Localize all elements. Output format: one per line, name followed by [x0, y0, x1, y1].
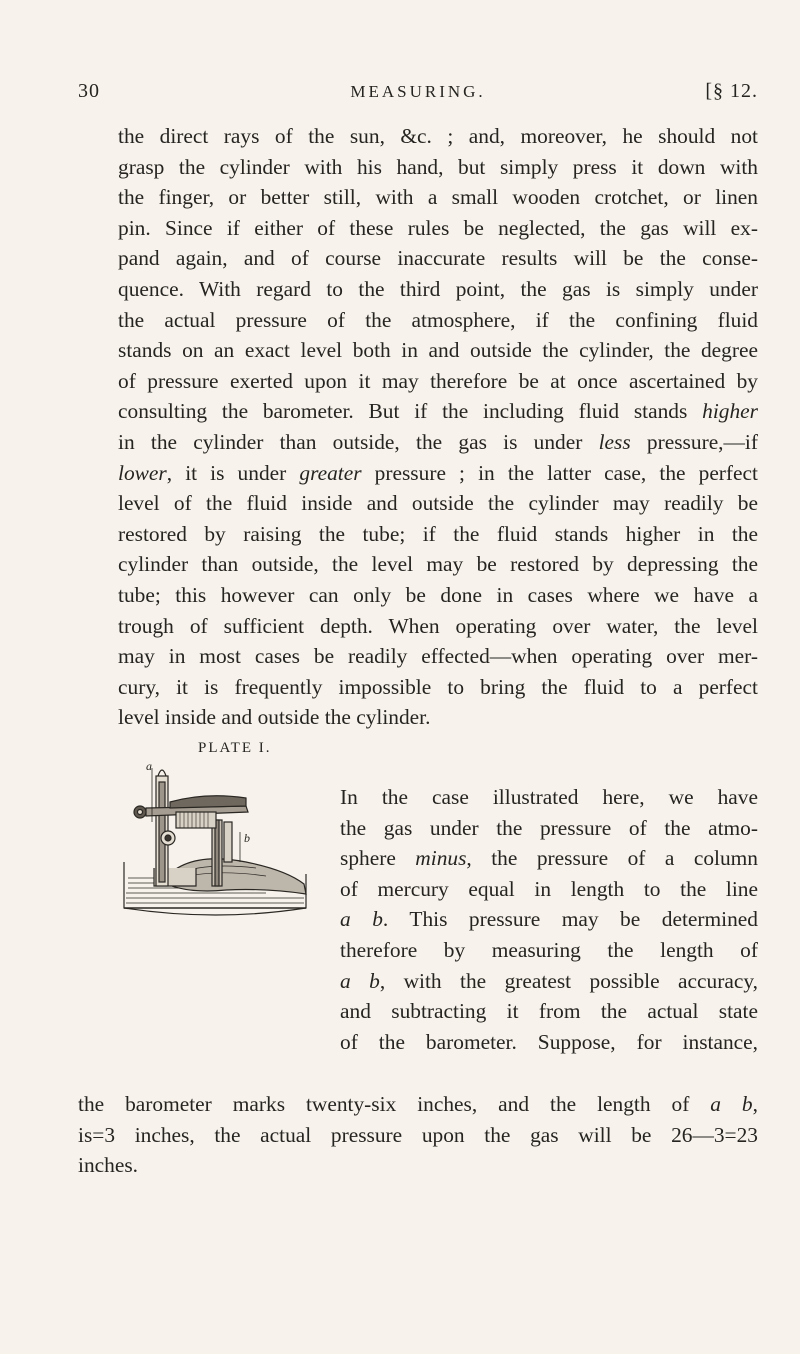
text-line: the gas under the pressure of the atmo-	[340, 815, 758, 840]
paragraph-plate-explanation	[340, 782, 758, 1057]
text-line: tube; this however can only be done in cases where we have a	[118, 582, 758, 607]
italic-word: a b	[340, 968, 380, 993]
text-line: restored by raising the tube; if the fluid stands higher in the	[118, 521, 758, 546]
text-line: of mercury equal in length to the line	[340, 876, 758, 901]
text-line	[118, 396, 758, 427]
text-line: may in most cases be readily effected—when operating over mer-	[118, 644, 758, 669]
text-line: stands on an exact level both in and outside the cylinder, the degree	[118, 338, 758, 363]
text-line: level inside and outside the cylinder.	[118, 705, 431, 730]
plate-illustration	[116, 762, 312, 926]
italic-word: lower	[118, 460, 167, 485]
text-line	[340, 966, 758, 997]
text-line	[340, 843, 758, 874]
italic-word: greater	[299, 460, 362, 485]
text-run: ,	[752, 1092, 758, 1116]
text-run: consulting the barometer. But if the including fluid stands	[118, 399, 703, 424]
plate-label: PLATE I.	[198, 740, 272, 756]
italic-word: a b	[340, 907, 383, 932]
text-line: pand again, and of course inaccurate results will be the conse-	[118, 246, 758, 271]
text-run: , it is under	[166, 460, 300, 485]
text-line	[78, 1089, 758, 1120]
text-run: the barometer marks twenty-six inches, and the length of	[78, 1092, 711, 1116]
running-title: MEASURING.	[350, 82, 486, 101]
italic-word: a b	[710, 1092, 753, 1116]
running-header	[78, 80, 758, 110]
text-line: inches.	[78, 1153, 138, 1178]
text-run: in the cylinder than outside, the gas is under	[118, 429, 599, 454]
text-run: pressure,—if	[630, 429, 758, 454]
text-line: of pressure exerted upon it may therefore be at once ascertained by	[118, 368, 758, 393]
italic-word: less	[598, 429, 631, 454]
text-line: therefore by measuring the length of	[340, 937, 758, 962]
text-line: of the barometer. Suppose, for instance,	[340, 1029, 758, 1054]
text-line: and subtracting it from the actual state	[340, 999, 758, 1024]
figure-label-a: a	[146, 762, 152, 773]
italic-word: higher	[702, 399, 758, 424]
text-line	[118, 458, 758, 489]
text-line: cylinder than outside, the level may be restored by depressing the	[118, 552, 758, 577]
text-line: trough of sufficient depth. When operating over water, the level	[118, 613, 758, 638]
text-line: cury, it is frequently impossible to bring the fluid to a perfect	[118, 674, 758, 699]
text-line: In the case illustrated here, we have	[340, 785, 758, 809]
text-line: the actual pressure of the atmosphere, if the confining fluid	[118, 307, 758, 332]
text-run: sphere	[340, 846, 416, 871]
text-line	[340, 904, 758, 935]
text-line: level of the fluid inside and outside the cylinder may readily be	[118, 491, 758, 516]
text-run: pressure ; in the latter case, the perfect	[361, 460, 758, 485]
text-line: is=3 inches, the actual pressure upon the gas will be 26—3=23	[78, 1122, 758, 1147]
text-line: quence. With regard to the third point, the gas is simply under	[118, 276, 758, 301]
text-line: the direct rays of the sun, &c. ; and, moreover, he should not	[118, 124, 758, 148]
text-run: . This pressure may be determined	[382, 907, 758, 932]
figure-label-b: b	[244, 831, 250, 845]
text-line: the finger, or better still, with a small wooden crotchet, or linen	[118, 185, 758, 210]
section-marker: [§ 12.	[705, 80, 758, 102]
text-line	[118, 427, 758, 458]
text-line: grasp the cylinder with his hand, but simply press it down with	[118, 154, 758, 179]
page-number: 30	[78, 80, 100, 102]
text-run: , the pressure of a column	[466, 846, 758, 871]
paragraph-pressure-conditions	[118, 121, 758, 733]
paragraph-example	[78, 1089, 758, 1181]
italic-word: minus	[415, 846, 467, 871]
text-run: , with the greatest possible accuracy,	[379, 968, 758, 993]
text-line: pin. Since if either of these rules be neglected, the gas will ex-	[118, 215, 758, 240]
